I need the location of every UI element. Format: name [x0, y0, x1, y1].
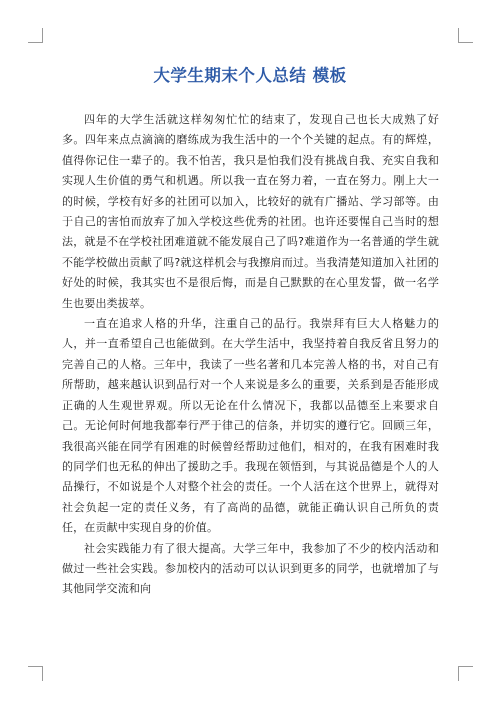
paragraph-1: 四年的大学生活就这样匆匆忙忙的结束了，发现自己也长大成熟了好多。四年来点点滴滴的磨练成为我生活中的一个个关键的起点。有的辉煌，值得你记住一辈子的。我不怕苦，我只是怕我们没有挑战自我、充实自我和实现人生价值的勇气和机遇。所以我一直在努力着，一直在努力。刚上大一的时候，学校有好多的社团可以加入，比较好的就有广播站、学习部等。由于自己的害怕而放弃了加入学校这些优秀的社团。也许还要惺自己当时的想法，就是不在学校社团难道就不能发展自己了吗?难道作为一名普通的学生就不能学校做出贡献了吗?就这样机会与我擦肩而过。当我清楚知道加入社团的好处的时候，我其实也不是很后悔，而是自己默默的在心里发誓，做一名学生也要出类拔萃。 — [62, 113, 439, 310]
crop-mark-bottom-left — [28, 666, 43, 681]
paragraph-3: 社会实践能力有了很大提高。大学三年中，我参加了不少的校内活动和做过一些社会实践。参加校内的活动可以认识到更多的同学，也就增加了与其他同学交流和向 — [62, 541, 439, 596]
crop-mark-top-left — [28, 28, 43, 43]
paragraph-2: 一直在追求人格的升华，注重自己的品行。我崇拜有巨大人格魅力的人，并一直希望自己也能做到。在大学生活中，我坚持着自我反省且努力的完善自己的人格。三年中，我读了一些名著和几本完善人格的书，对自己有所帮助，越来越认识到品行对一个人来说是多么的重要，关系到是否能形成正确的人生观世界观。所以无论在什么情况下，我都以品德至上来要求自己。无论何时何地我都奉行严于律己的信条，并切实的遵行它。回顾三年，我很高兴能在同学有困难的时候曾经帮助过他们，相对的，在我有困难时我的同学们也无私的伸出了援助之手。我现在领悟到，与其说品德是个人的人品操行，不如说是个人对整个社会的责任。一个人活在这个世界上，就得对社会负起一定的责任义务，有了高尚的品德，就能正确认识自己所负的责任，在贡献中实现自身的价值。 — [62, 317, 439, 535]
document-title: 大学生期末个人总结 模板 — [153, 66, 347, 85]
crop-mark-top-right — [458, 28, 473, 43]
document-body — [62, 110, 439, 600]
crop-mark-bottom-right — [458, 666, 473, 681]
